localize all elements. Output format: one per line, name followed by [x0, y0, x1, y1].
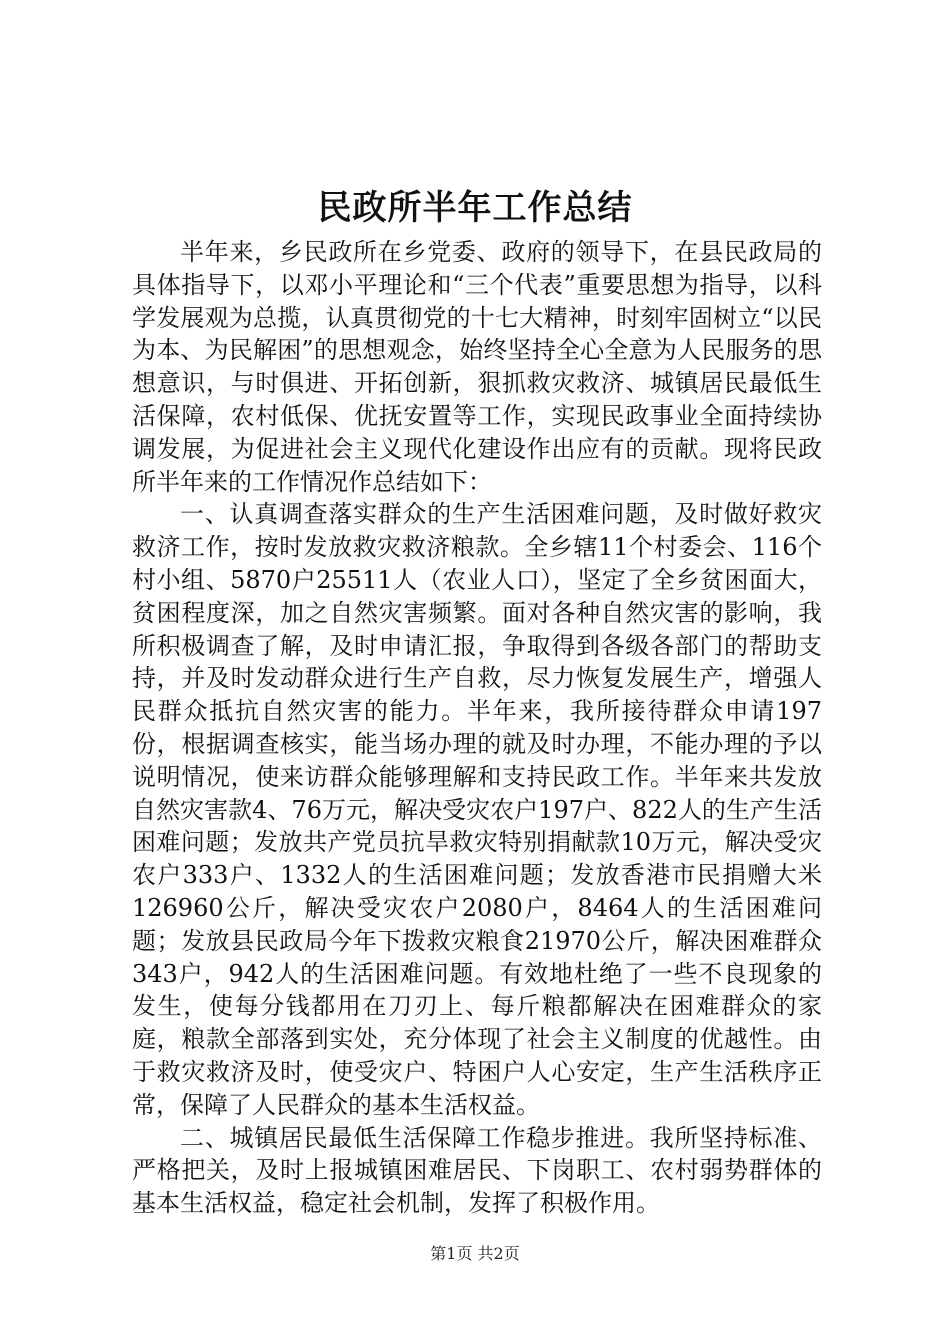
- paragraph-intro: 半年来，乡民政所在乡党委、政府的领导下，在县民政局的具体指导下，以邓小平理论和“三个代表”重要思想为指导，以科学发展观为总揽，认真贯彻党的十七大精神，时刻牢固树立“以民为本、为民解困”的思想观念，始终坚持全心全意为人民服务的思想意识，与时俱进、开拓创新，狠抓救灾救济、城镇居民最低生活保障，农村低保、优抚安置等工作，实现民政事业全面持续协调发展，为促进社会主义现代化建设作出应有的贡献。现将民政所半年来的工作情况作总结如下：: [132, 238, 822, 496]
- paragraph-disaster-relief: 一、认真调查落实群众的生产生活困难问题，及时做好救灾救济工作，按时发放救灾救济粮款。全乡辖11个村委会、116个村小组、5870户25511人（农业人口），坚定了全乡贫困面大，贫困程度深，加之自然灾害频繁。面对各种自然灾害的影响，我所积极调查了解，及时申请汇报，争取得到各级各部门的帮助支持，并及时发动群众进行生产自救，尽力恢复发展生产，增强人民群众抵抗自然灾害的能力。半年来，我所接待群众申请197份，根据调查核实，能当场办理的就及时办理，不能办理的予以说明情况，使来访群众能够理解和支持民政工作。半年来共发放自然灾害款4、76万元，解决受灾农户197户、822人的生产生活困难问题；发放共产党员抗旱救灾特别捐献款10万元，解决受灾农户333户、1332人的生活困难问题；发放香港市民捐赠大米126960公斤，解决受灾农户2080户，8464人的生活困难问题；发放县民政局今年下拨救灾粮食21970公斤，解决困难群众343户，942人的生活困难问题。有效地杜绝了一些不良现象的发生，使每分钱都用在刀刃上、每斤粮都解决在困难群众的家庭，粮款全部落到实处，充分体现了社会主义制度的优越性。由于救灾救济及时，使受灾户、特困户人心安定，生产生活秩序正常，保障了人民群众的基本生活权益。: [132, 500, 822, 1119]
- paragraph-minimum-living: 二、城镇居民最低生活保障工作稳步推进。我所坚持标准、严格把关，及时上报城镇困难居民、下岗职工、农村弱势群体的基本生活权益，稳定社会机制，发挥了积极作用。: [132, 1123, 822, 1218]
- document-title: 民政所半年工作总结: [317, 188, 633, 228]
- document-body: [132, 236, 822, 1220]
- page-number-footer: 第1页 共2页: [430, 1244, 520, 1263]
